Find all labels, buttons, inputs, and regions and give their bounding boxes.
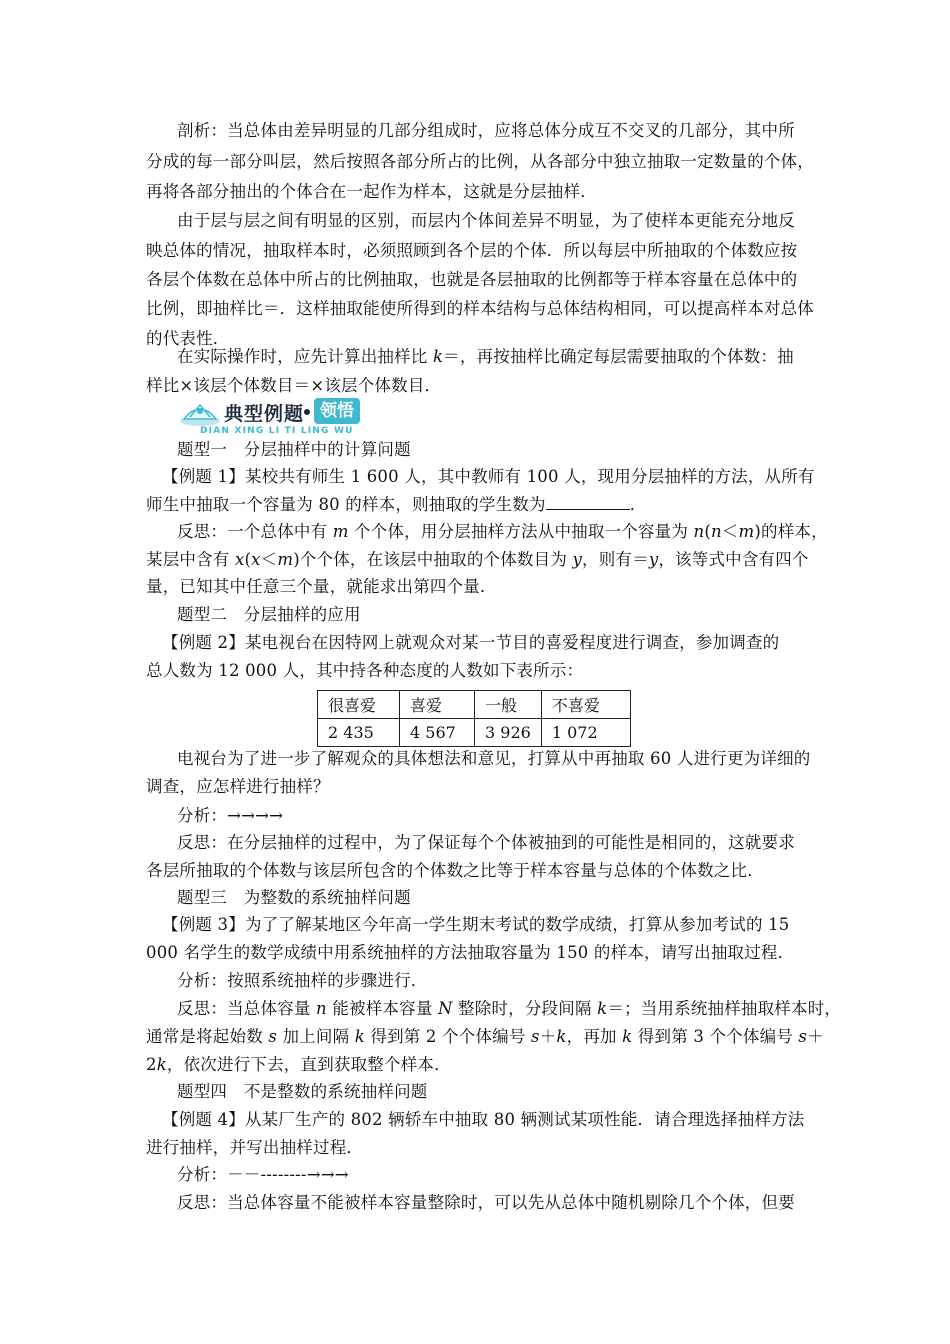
banner-dot bbox=[304, 409, 310, 415]
example-line: 【例题 2】某电视台在因特网上就观众对某一节目的喜爱程度进行调查，参加调查的 bbox=[162, 633, 780, 652]
table-cell: 2 435 bbox=[318, 719, 400, 747]
question-type-heading: 题型三 为整数的系统抽样问题 bbox=[177, 888, 411, 907]
banner-tag: 领悟 bbox=[314, 398, 360, 424]
section-banner bbox=[178, 397, 378, 441]
variable-n: n bbox=[693, 522, 705, 541]
variable-y: y bbox=[648, 550, 659, 569]
text: ． bbox=[629, 495, 647, 514]
text: 反思：当总体容量 bbox=[177, 999, 317, 1018]
text: ＜ bbox=[721, 522, 739, 541]
explanation-paragraph-line: 由于层与层之间有明显的区别，而层内个体间差异不明显，为了使样本更能充分地反 bbox=[177, 211, 795, 230]
example-line bbox=[146, 493, 806, 517]
table-cell: 1 072 bbox=[541, 719, 630, 747]
text: ，依次进行下去，直到获取整个样本． bbox=[166, 1055, 451, 1074]
example-line: 【例题 4】从某厂生产的 802 辆轿车中抽取 80 辆测试某项性能．请合理选择抽样方法 bbox=[162, 1110, 805, 1129]
question-type-heading: 题型一 分层抽样中的计算问题 bbox=[177, 440, 411, 459]
text: ( bbox=[704, 522, 711, 541]
banner-title: 典型例题 bbox=[224, 403, 305, 425]
reflection-line bbox=[146, 1053, 806, 1077]
text: ＋ bbox=[807, 1027, 824, 1046]
text: 师生中抽取一个容量为 80 的样本，则抽取的学生数为 bbox=[146, 495, 546, 514]
text: 在实际操作时，应先计算出抽样比 bbox=[177, 347, 433, 366]
operation-paragraph-line: 样比×该层个体数目＝×该层个体数目． bbox=[146, 376, 442, 395]
text: 加上间隔 bbox=[277, 1027, 355, 1046]
variable-N: N bbox=[437, 999, 453, 1018]
text: 反思：一个总体中有 bbox=[177, 522, 333, 541]
variable-m: m bbox=[738, 522, 755, 541]
table-row bbox=[318, 691, 631, 719]
text: ＝；当用系统抽样抽取样本时， bbox=[607, 999, 842, 1018]
explanation-paragraph-line: 的代表性． bbox=[146, 329, 230, 348]
reflection-line: 反思：当总体容量不能被样本容量整除时，可以先从总体中随机剔除几个个体，但要 bbox=[177, 1193, 795, 1212]
table-header-cell: 很喜爱 bbox=[318, 691, 400, 719]
reflection-line: 量，已知其中任意三个量，就能求出第四个量． bbox=[146, 577, 497, 596]
example-line: 进行抽样，并写出抽样过程． bbox=[146, 1138, 364, 1157]
reflection-line bbox=[146, 1025, 824, 1049]
table-cell: 4 567 bbox=[400, 719, 475, 747]
example-line: 【例题 3】为了了解某地区今年高一学生期末考试的数学成绩，打算从参加考试的 15 bbox=[162, 915, 790, 934]
variable-n: n bbox=[316, 999, 327, 1018]
text: 个个体，用分层抽样方法从中抽取一个容量为 bbox=[348, 522, 694, 541]
variable-x: x bbox=[234, 550, 245, 569]
variable-k: k bbox=[622, 1027, 633, 1046]
analysis-paragraph-line: 剖析：当总体由差异明显的几部分组成时，应将总体分成互不交叉的几部分，其中所 bbox=[177, 121, 795, 140]
operation-paragraph-line bbox=[177, 345, 837, 369]
text: ＝，再按抽样比确定每层需要抽取的个体数：抽 bbox=[443, 347, 794, 366]
example-line: 电视台为了进一步了解观众的具体想法和意见，打算从中再抽取 60 人进行更为详细的 bbox=[177, 749, 811, 768]
text: ＋ bbox=[539, 1027, 557, 1046]
analysis-line: 分析：－－--------→→→ bbox=[177, 1165, 349, 1184]
variable-s: s bbox=[798, 1027, 808, 1046]
example-line: 调查，应怎样进行抽样？ bbox=[146, 777, 330, 796]
question-type-heading: 题型二 分层抽样的应用 bbox=[177, 605, 361, 624]
text: 得到第 3 个个体编号 bbox=[632, 1027, 799, 1046]
text: )的样本， bbox=[754, 522, 828, 541]
text: 通常是将起始数 bbox=[146, 1027, 269, 1046]
text: ＜ bbox=[260, 550, 278, 569]
example-line: 【例题 1】某校共有师生 1 600 人，其中教师有 100 人，现用分层抽样的方法，从所有 bbox=[162, 467, 815, 486]
explanation-paragraph-line: 比例，即抽样比＝．这样抽取能使所得到的样本结构与总体结构相同，可以提高样本对总体 bbox=[146, 299, 814, 318]
text: 得到第 2 个个体编号 bbox=[364, 1027, 532, 1046]
answer-blank bbox=[546, 495, 630, 510]
reflection-line: 各层所抽取的个体数与该层所包含的个体数之比等于样本容量与总体的个体数之比． bbox=[146, 861, 764, 880]
text: 整除时，分段间隔 bbox=[452, 999, 598, 1018]
reflection-line bbox=[146, 548, 809, 572]
book-icon bbox=[178, 397, 222, 427]
variable-k: k bbox=[156, 1055, 167, 1074]
variable-s: s bbox=[268, 1027, 278, 1046]
variable-k: k bbox=[556, 1027, 567, 1046]
analysis-line: 分析：按照系统抽样的步骤进行． bbox=[177, 971, 428, 990]
explanation-paragraph-line: 各层个体数在总体中所占的比例抽取，也就是各层抽取的比例都等于样本容量在总体中的 bbox=[146, 270, 798, 289]
analysis-paragraph-line: 分成的每一部分叫层，然后按照各部分所占的比例，从各部分中独立抽取一定数量的个体， bbox=[146, 152, 814, 171]
variable-n: n bbox=[710, 522, 722, 541]
variable-y: y bbox=[572, 550, 583, 569]
variable-x: x bbox=[251, 550, 261, 569]
text: ，再加 bbox=[566, 1027, 623, 1046]
table-header-cell: 不喜爱 bbox=[541, 691, 630, 719]
variable-m: m bbox=[277, 550, 294, 569]
table-row bbox=[318, 719, 631, 747]
example-line: 000 名学生的数学成绩中用系统抽样的方法抽取容量为 150 的样本，请写出抽取过程． bbox=[146, 943, 795, 962]
reflection-line: 反思：在分层抽样的过程中，为了保证每个个体被抽到的可能性是相同的，这就要求 bbox=[177, 833, 795, 852]
table-cell: 3 926 bbox=[475, 719, 542, 747]
table-header-cell: 一般 bbox=[475, 691, 542, 719]
table-header-cell: 喜爱 bbox=[400, 691, 475, 719]
analysis-line: 分析：→→→→ bbox=[177, 806, 284, 825]
variable-m: m bbox=[332, 522, 349, 541]
explanation-paragraph-line: 映总体的情况，抽取样本时，必须照顾到各个层的个体．所以每层中所抽取的个体数应按 bbox=[146, 241, 798, 260]
question-type-heading: 题型四 不是整数的系统抽样问题 bbox=[177, 1082, 428, 1101]
variable-s: s bbox=[531, 1027, 540, 1046]
variable-k: k bbox=[432, 347, 444, 366]
text: ，该等式中含有四个 bbox=[658, 550, 809, 569]
reflection-line bbox=[177, 520, 837, 544]
example-line: 总人数为 12 000 人，其中持各种态度的人数如下表所示： bbox=[146, 661, 584, 680]
text: 某层中含有 bbox=[146, 550, 235, 569]
reflection-line bbox=[177, 997, 842, 1021]
analysis-paragraph-line: 再将各部分抽出的个体合在一起作为样本，这就是分层抽样． bbox=[146, 182, 597, 201]
text: 能被样本容量 bbox=[326, 999, 438, 1018]
text: ( bbox=[244, 550, 252, 569]
banner-pinyin: DIAN XING LI TI LING WU bbox=[200, 426, 354, 436]
attitude-table bbox=[317, 690, 631, 747]
text: ，则有＝ bbox=[582, 550, 649, 569]
text: 2 bbox=[146, 1055, 157, 1074]
variable-k: k bbox=[597, 999, 608, 1018]
variable-k: k bbox=[354, 1027, 365, 1046]
text: )个个体，在该层中抽取的个体数目为 bbox=[293, 550, 573, 569]
